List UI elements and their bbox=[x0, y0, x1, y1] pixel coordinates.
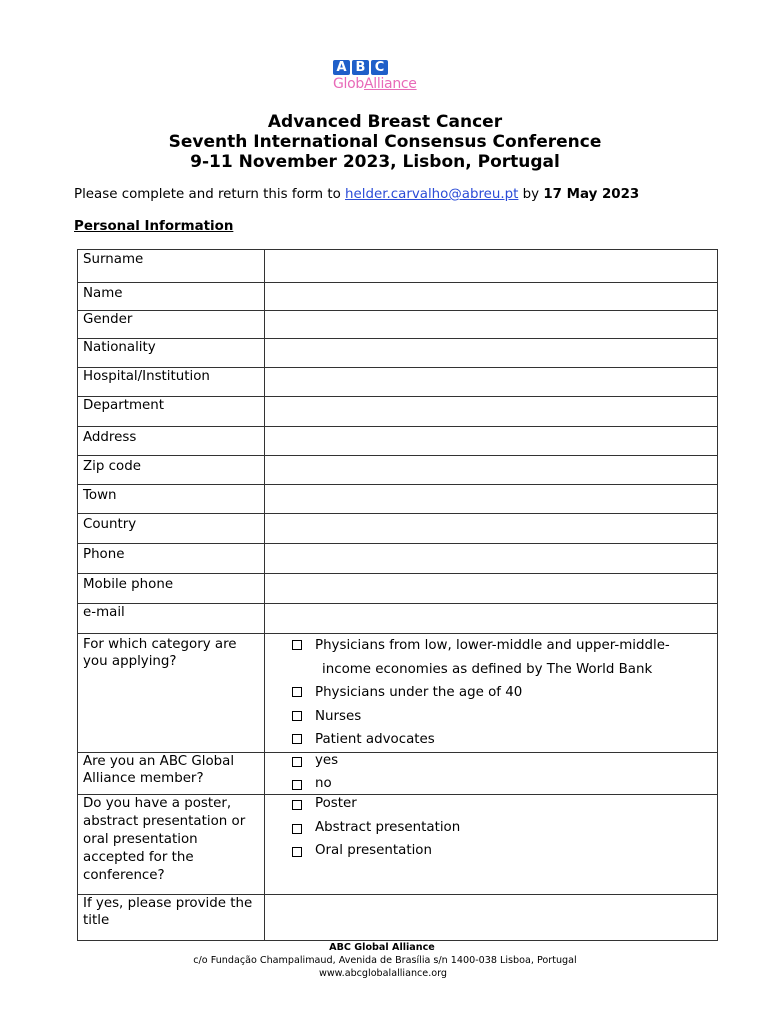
option-label: no bbox=[315, 776, 332, 791]
presentation-label: Do you have a poster, abstract presentation or oral presentation accepted for the conference? bbox=[78, 795, 265, 895]
checkbox-icon[interactable] bbox=[292, 711, 302, 721]
name-field[interactable] bbox=[265, 283, 718, 311]
checkbox-icon[interactable] bbox=[292, 734, 302, 744]
option-label: Patient advocates bbox=[315, 732, 435, 747]
option-under-40[interactable] bbox=[270, 683, 712, 703]
checkbox-icon[interactable] bbox=[292, 687, 302, 697]
section-title: Personal Information bbox=[74, 219, 234, 234]
instructions bbox=[74, 187, 639, 202]
option-no[interactable] bbox=[270, 776, 712, 792]
logo-letters bbox=[333, 60, 443, 75]
logo-sub-alliance: Alliance bbox=[364, 76, 417, 92]
membership-row bbox=[78, 753, 718, 795]
header-line-1: Advanced Breast Cancer bbox=[267, 112, 503, 132]
checkbox-icon[interactable] bbox=[292, 640, 302, 650]
category-options bbox=[265, 634, 718, 753]
department-field[interactable] bbox=[265, 397, 718, 427]
form-row bbox=[78, 339, 718, 368]
field-label: e-mail bbox=[78, 604, 265, 634]
abc-logo bbox=[333, 60, 443, 96]
field-label: Country bbox=[78, 514, 265, 544]
category-row bbox=[78, 634, 718, 753]
checkbox-icon[interactable] bbox=[292, 757, 302, 767]
footer-website: www.abcglobalalliance.org bbox=[318, 968, 447, 979]
option-patient-advocates[interactable] bbox=[270, 730, 712, 750]
logo-letter-b: B bbox=[352, 60, 369, 75]
field-label: Nationality bbox=[78, 339, 265, 368]
zip-code-field[interactable] bbox=[265, 456, 718, 485]
form-row bbox=[78, 283, 718, 311]
form-row bbox=[78, 574, 718, 604]
mobile-phone-field[interactable] bbox=[265, 574, 718, 604]
field-label: Hospital/Institution bbox=[78, 368, 265, 397]
logo-sub-prefix: Glob bbox=[333, 76, 364, 92]
form-row bbox=[78, 368, 718, 397]
presentation-row bbox=[78, 795, 718, 895]
option-label: Oral presentation bbox=[315, 843, 432, 858]
header-line-2: Seventh International Consensus Conference bbox=[168, 132, 602, 152]
option-abstract[interactable] bbox=[270, 820, 712, 836]
footer-org: ABC Global Alliance bbox=[329, 942, 435, 953]
option-label: yes bbox=[315, 753, 339, 768]
form-row bbox=[78, 604, 718, 634]
option-poster[interactable] bbox=[270, 796, 712, 812]
country-field[interactable] bbox=[265, 514, 718, 544]
checkbox-icon[interactable] bbox=[292, 847, 302, 857]
form-row bbox=[78, 397, 718, 427]
option-label-continued: income economies as defined by The World Bank bbox=[322, 662, 653, 677]
form-row bbox=[78, 427, 718, 456]
town-field[interactable] bbox=[265, 485, 718, 514]
field-label: Zip code bbox=[78, 456, 265, 485]
field-label: Department bbox=[78, 397, 265, 427]
email-link[interactable]: helder.carvalho@abreu.pt bbox=[345, 187, 519, 202]
form-row bbox=[78, 485, 718, 514]
gender-field[interactable] bbox=[265, 311, 718, 339]
option-label: Nurses bbox=[315, 709, 362, 724]
option-yes[interactable] bbox=[270, 753, 712, 769]
footer-address: c/o Fundação Champalimaud, Avenida de Brasília s/n 1400-038 Lisboa, Portugal bbox=[193, 955, 577, 966]
option-label: Poster bbox=[315, 796, 357, 811]
presentation-title-field[interactable] bbox=[265, 895, 718, 941]
surname-field[interactable] bbox=[265, 250, 718, 283]
option-label: Physicians from low, lower-middle and upper-middle- bbox=[315, 638, 670, 653]
form-row bbox=[78, 250, 718, 283]
checkbox-icon[interactable] bbox=[292, 800, 302, 810]
logo-subtitle bbox=[333, 76, 443, 92]
email-field[interactable] bbox=[265, 604, 718, 634]
option-label: Abstract presentation bbox=[315, 820, 461, 835]
option-nurses[interactable] bbox=[270, 707, 712, 727]
option-label: Physicians under the age of 40 bbox=[315, 685, 523, 700]
field-label: Gender bbox=[78, 311, 265, 339]
phone-field[interactable] bbox=[265, 544, 718, 574]
nationality-field[interactable] bbox=[265, 339, 718, 368]
form-row bbox=[78, 514, 718, 544]
title-label: If yes, please provide the title bbox=[78, 895, 265, 941]
header-line-3: 9-11 November 2023, Lisbon, Portugal bbox=[190, 152, 560, 172]
title-row bbox=[78, 895, 718, 941]
institution-field[interactable] bbox=[265, 368, 718, 397]
membership-label: Are you an ABC Global Alliance member? bbox=[78, 753, 265, 795]
checkbox-icon[interactable] bbox=[292, 780, 302, 790]
instructions-middle: by bbox=[518, 187, 544, 202]
deadline: 17 May 2023 bbox=[543, 187, 640, 202]
option-low-income[interactable] bbox=[270, 636, 712, 656]
instructions-prefix: Please complete and return this form to bbox=[74, 187, 346, 202]
field-label: Phone bbox=[78, 544, 265, 574]
personal-info-table bbox=[77, 249, 718, 941]
field-label: Surname bbox=[78, 250, 265, 283]
form-row bbox=[78, 456, 718, 485]
membership-options bbox=[265, 753, 718, 795]
form-row bbox=[78, 311, 718, 339]
logo-letter-c: C bbox=[371, 60, 388, 75]
field-label: Mobile phone bbox=[78, 574, 265, 604]
field-label: Name bbox=[78, 283, 265, 311]
address-field[interactable] bbox=[265, 427, 718, 456]
presentation-options bbox=[265, 795, 718, 895]
checkbox-icon[interactable] bbox=[292, 824, 302, 834]
category-label: For which category are you applying? bbox=[78, 634, 265, 753]
field-label: Town bbox=[78, 485, 265, 514]
option-oral[interactable] bbox=[270, 843, 712, 859]
field-label: Address bbox=[78, 427, 265, 456]
form-row bbox=[78, 544, 718, 574]
logo-letter-a: A bbox=[333, 60, 350, 75]
